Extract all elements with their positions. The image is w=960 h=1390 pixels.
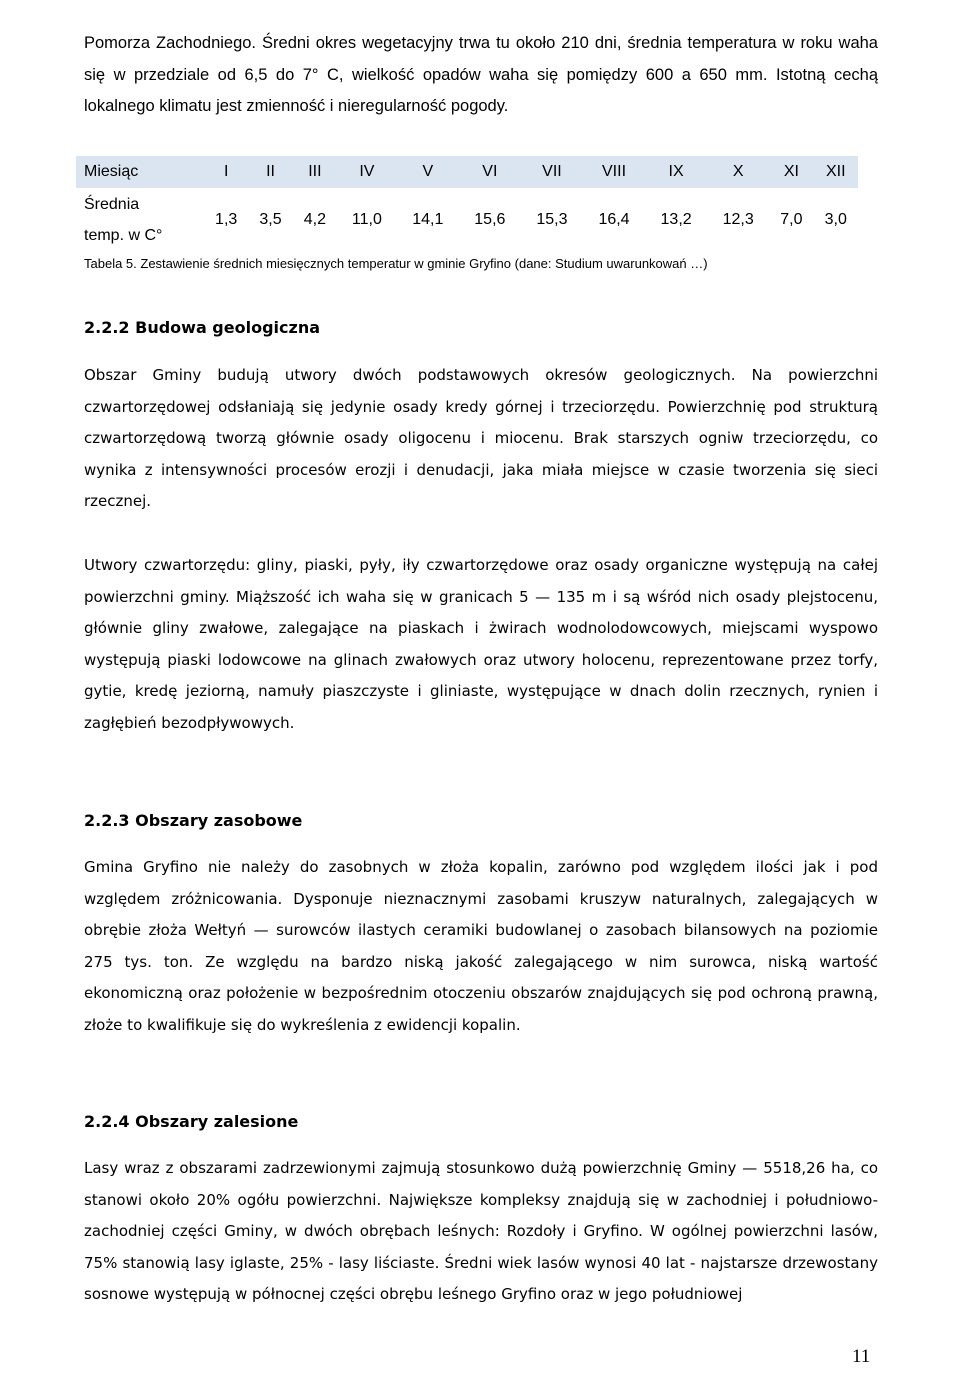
table-value: 7,0 [769, 188, 813, 252]
table-value: 3,0 [814, 188, 858, 252]
table-month: X [707, 156, 769, 188]
table-data-row [76, 188, 858, 252]
table-caption: Tabela 5. Zestawienie średnich miesięcznych temperatur w gminie Gryfino (dane: Studium uwarunkowań …) [84, 256, 708, 271]
table-value: 13,2 [645, 188, 707, 252]
table-month: VI [459, 156, 521, 188]
table-value: 1,3 [204, 188, 248, 252]
table-month: XII [814, 156, 858, 188]
section-paragraph: Lasy wraz z obszarami zadrzewionymi zajmują stosunkowo dużą powierzchnię Gminy — 5518,26 ha, co stanowi około 20% ogółu powierzchni. Największe kompleksy znajdują się w zachodniej i południowo-zachodniej części Gminy, w dwóch obrębach leśnych: Rozdoły i Gryfino. W ogólnej powierzchni lasów, 75% stanowią lasy iglaste, 25% - lasy liściaste. Średni wiek lasów wynosi 40 lat - najstarsze drzewostany sosnowe występują w północnej części obrębu leśnego Gryfino oraz w jego południowej [84, 1159, 878, 1303]
table-month: IV [337, 156, 397, 188]
table-month: VIII [583, 156, 645, 188]
table-row-label-line1: Średnia [84, 196, 140, 213]
table-month: IX [645, 156, 707, 188]
table-month: V [397, 156, 459, 188]
table-value: 4,2 [293, 188, 337, 252]
section-paragraph: Gmina Gryfino nie należy do zasobnych w złoża kopalin, zarówno pod względem ilości jak i pod względem zróżnicowania. Dysponuje nieznacznymi zasobami kruszyw naturalnych, zalegających w obrębie złoża Wełtyń — surowców ilastych ceramiki budowlanej o zasobach bilansowych na poziomie 275 tys. ton. Ze względu na bardzo niską jakość zalegającego w nim surowca, niską wartość ekonomiczną oraz położenie w bezpośrednim otoczeniu obszarów znajdujących się pod ochroną prawną, złoże to kwalifikuje się do wykreślenia z ewidencji kopalin. [84, 858, 878, 1034]
section-title: 2.2.3 Obszary zasobowe [84, 811, 303, 830]
table-row-label [76, 188, 204, 252]
section-title: 2.2.2 Budowa geologiczna [84, 318, 320, 337]
table-value: 15,6 [459, 188, 521, 252]
table-value: 15,3 [521, 188, 583, 252]
table-header-label: Miesiąc [76, 156, 204, 188]
table-value: 12,3 [707, 188, 769, 252]
table-value: 14,1 [397, 188, 459, 252]
section-title: 2.2.4 Obszary zalesione [84, 1112, 299, 1131]
temperature-table [76, 156, 858, 252]
table-month: I [204, 156, 248, 188]
section-paragraph: Utwory czwartorzędu: gliny, piaski, pyły, iły czwartorzędowe oraz osady organiczne występują na całej powierzchni gminy. Miąższość ich waha się w granicach 5 — 135 m i są wśród nich osady plejstocenu, głównie gliny zwałowe, zalegające na piaskach i żwirach wodnolodowcowych, miejscami wyspowo występują piaski lodowcowe na glinach zwałowych oraz utwory holocenu, reprezentowane przez torfy, gytie, kredę jeziorną, namuły piaszczyste i gliniaste, występujące w dnach dolin rzecznych, rynien i zagłębień bezodpływowych. [84, 556, 878, 732]
table-month: III [293, 156, 337, 188]
table-month: XI [769, 156, 813, 188]
table-month: II [248, 156, 292, 188]
table-month: VII [521, 156, 583, 188]
table-value: 3,5 [248, 188, 292, 252]
page-number: 11 [852, 1346, 871, 1367]
intro-paragraph: Pomorza Zachodniego. Średni okres wegetacyjny trwa tu około 210 dni, średnia temperatura w roku waha się w przedziale od 6,5 do 7° C, wielkość opadów waha się pomiędzy 600 a 650 mm. Istotną cechą lokalnego klimatu jest zmienność i nieregularność pogody. [84, 34, 878, 115]
table-header-row [76, 156, 858, 188]
table-value: 16,4 [583, 188, 645, 252]
table-row-label-line2: temp. w C° [84, 227, 163, 244]
section-paragraph: Obszar Gminy budują utwory dwóch podstawowych okresów geologicznych. Na powierzchni czwartorzędowej odsłaniają się jedynie osady kredy górnej i trzeciorzędu. Powierzchnię pod strukturą czwartorzędową tworzą głównie osady oligocenu i miocenu. Brak starszych ogniw trzeciorzędu, co wynika z intensywności procesów erozji i denudacji, jaka miała miejsce w czasie tworzenia się sieci rzecznej. [84, 366, 878, 510]
table-value: 11,0 [337, 188, 397, 252]
